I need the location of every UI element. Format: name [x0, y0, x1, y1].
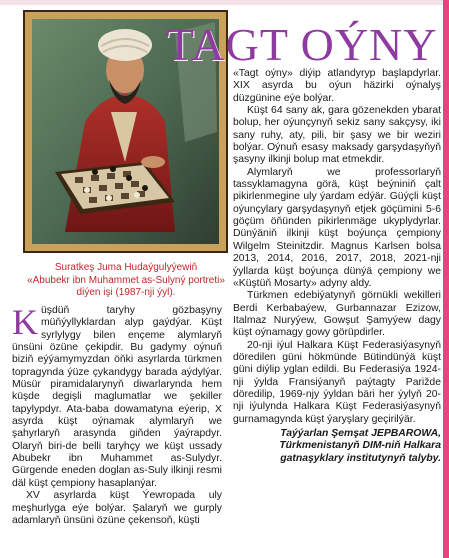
caption-line: Suratkeş Juma Hudaýgulyýewiň [54, 262, 198, 273]
caption-line: «Abubekr ibn Muhammet as-Sulyný portreti» [27, 274, 225, 286]
article-title: TAGT OÝNY [166, 19, 438, 70]
image-caption [10, 262, 242, 300]
side-accent-bar [443, 0, 449, 558]
paragraph [12, 302, 222, 490]
paragraph: 20-nji iýul Halkara Küşt Federasiýasynyň döredilen güni hökmünde Bütindünýä küşt güni diýlip yglan edildi. Bu Federasiýa 1924-nji ýylda Fransiýanyň paýtagty Parižde döredilip, 1969-njy ýyldan bäri her ýylyň 20-nji iýulynda Halkara Küşt Federasiýasynyň gurnamagynda küşt ýaryşlary geçirilýär. [233, 339, 441, 425]
signature-line: Türkmenistanyň DIM-niň Halkara [279, 440, 441, 452]
top-band [0, 0, 449, 5]
signature-line: gatnaşyklary institutynyň talyby. [280, 452, 441, 464]
caption-line: diýen işi (1987-nji ýyl). [76, 287, 176, 299]
author-signature [233, 428, 441, 465]
paragraph: Alymlaryň we professorlaryň tassyklamagyna görä, küşt beýniniň çalt pikirlenmegine uly ýardam edýär. Güýçli küşt oýunçylary garşydaşynyň etjek göçümini 5-6 göçüm öňünden pikirlenmäge ukyplydyrlar. Dünýäniň ilkinji küşt boýunça çempiony Wilgelm Steinitzdir. Magnus Karlsen bolsa 2013, 2014, 2016, 2017, 2018, 2021-nji ýyllarda küşt boýunça dünýä çempiony we «Küştüň Mosarty» adyny aldy. [233, 166, 441, 289]
drop-cap: K [12, 302, 38, 342]
paragraph: «Tagt oýny» diýip atlandyryp başlapdyrlar. XIX asyrda bu oýun häzirki oýnalyş düzgünine eýe bolýar. [233, 68, 441, 104]
paragraph: Türkmen edebiýatynyň görnükli wekilleri Berdi Kerbabaýew, Gurbannazar Ezizow, Italmaz Nuryýew, Gowşut Şamyýew dagy küşt oýnamagy gowy görüpdirler. [233, 290, 441, 339]
paragraph-text: üşdüň taryhy gözbaşyny müňýyllyklardan alyp gaýdýar. Küşt syrlylygy bilen ençeme alymlaryň ünsüni özüne çekipdir. Bu gadymy oýnuň biziň eýýamymyzdan öňki asyrlarda türkmen topragynda ýüze çykandygy barada aýdylýar. Müsür piramidalarynyň diwarlarynda hem küşde degişli maglumatlar we şekiller tapylypdyr. Ata-baba dowamatyna eýerip, X asyrda küşt oýnamak alymlaryň we şahyrlaryň arasynda giňden ýaýrapdyr. Olaryň biri-de belli taryhçy we küşt ussady Abubekr ibn Muhammet as-Sulydyr. Gürgende eneden doglan as-Suly ilkinji resmi däl küşt çempiony hasaplanýar. [12, 305, 222, 489]
signature-line: Taýýarlan Şemşat JEPBAROWA, [280, 427, 441, 439]
paragraph: XV asyrlarda küşt Ýewropada uly meşhurlyga eýe bolýar. Şalaryň we gurply adamlaryň ünsüni özüne çekensoň, küşti [12, 490, 222, 526]
right-text-column [233, 68, 441, 465]
paragraph: Küşt 64 sany ak, gara gözenekden ybarat bolup, her oýunçynyň sekiz sany sakçysy, iki sany ruhy, aty, pili, bir şasy we bir weziri bolýar. Oýnuň esasy maksady garşydaşyňyň şasyny ilkinji bolup mat etmekdir. [233, 105, 441, 166]
left-text-column [12, 302, 222, 527]
